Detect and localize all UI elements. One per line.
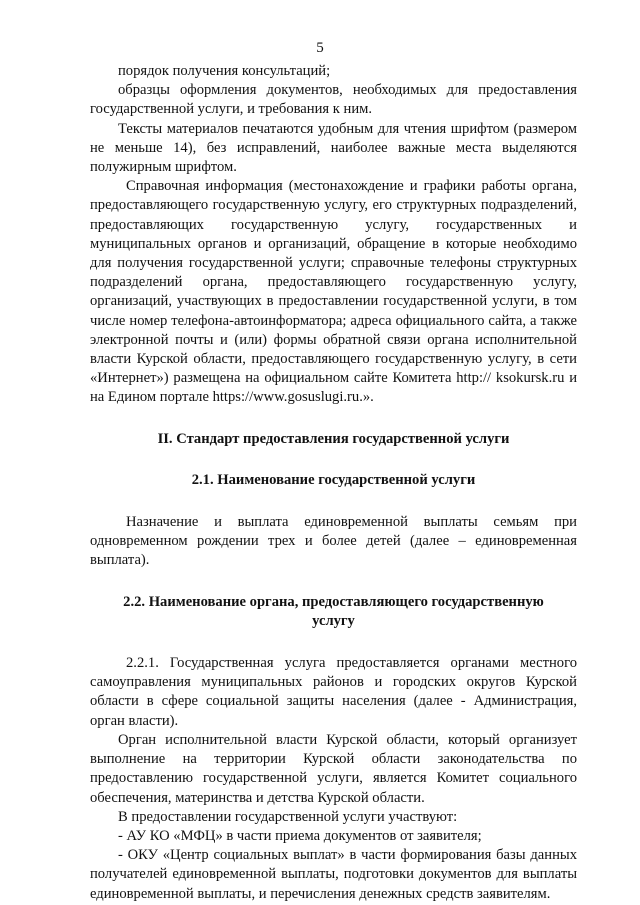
subsection-title: 2.2. Наименование органа, предоставляющего государственную услугу xyxy=(123,593,544,629)
list-item: - АУ КО «МФЦ» в части приема документов от заявителя; xyxy=(118,827,482,844)
paragraph: В предоставлении государственной услуги участвуют: xyxy=(118,808,458,825)
paragraph: образцы оформления документов, необходимых для предоставления государственной услуги, и требования к ним. xyxy=(90,82,577,118)
paragraph: Назначение и выплата единовременной выплаты семьям при одновременном рождении трех и более детей (далее – единовременная выплата). xyxy=(90,514,577,569)
section-title: II. Стандарт предоставления государственной услуги xyxy=(157,430,510,447)
document-body xyxy=(90,62,577,904)
page-number: 5 xyxy=(316,40,324,56)
paragraph: 2.2.1. Государственная услуга предоставляется органами местного самоуправления муниципальных районов и городских округов Курской области в сфере социальной защиты населения (далее - Администрация, орган власти). xyxy=(90,655,577,729)
paragraph: Тексты материалов печатаются удобным для чтения шрифтом (размером не меньше 14), без исправлений, наиболее важные места выделяются полужирным шрифтом. xyxy=(90,120,577,176)
paragraph: Справочная информация (местонахождение и графики работы органа, предоставляющего государственную услугу, его структурных подразделений, предоставляющих государственную услугу, государственных и муниципальных органов и организаций, обращение в которые необходимо для получения государственной услуги; справочные телефоны структурных подразделений органа, предоставляющего государственную услугу, организаций, участвующих в предоставлении государственной услуги, в том числе номер телефона-автоинформатора; адреса официального сайта, а также электронной почты и (или) формы обратной связи органа исполнительной власти Курской области, предоставляющего государственную услугу, в сети «Интернет») размещена на официальном сайте Комитета http:// ksokursk.ru и на Едином портале https://www.gosuslugi.ru.». xyxy=(90,178,577,406)
paragraph: порядок получения консультаций; xyxy=(118,63,331,79)
subsection-title: 2.1. Наименование государственной услуги xyxy=(191,471,476,488)
list-item: - ОКУ «Центр социальных выплат» в части формирования базы данных получателей единовременной выплаты, подготовки документов для выплаты единовременной выплаты, и перечисления денежных средств заявителям. xyxy=(90,847,577,902)
paragraph: Орган исполнительной власти Курской области, который организует выполнение на территории Курской области законодательства по предоставлению государственной услуги, является Комитет социального обеспечения, материнства и детства Курской области. xyxy=(90,731,577,806)
